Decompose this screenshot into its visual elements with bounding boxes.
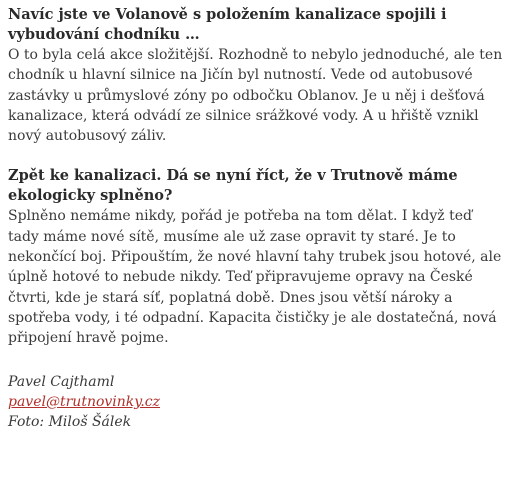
interview-answer-1: O to byla celá akce složitější. Rozhodně to nebylo jednoduché, ale ten chodník u hlavní silnice na Jičín byl nutností. Vede od autobusové zastávky u průmyslové zóny po odbočku Oblanov. Je u něj i dešťová kanalizace, která odvádí ze silnice srážkové vody. A u hřiště vznikl nový autobusový záliv. xyxy=(8,47,503,145)
paragraph-spacer xyxy=(8,146,504,166)
author-email-line xyxy=(8,392,504,412)
author-name: Pavel Cajthaml xyxy=(8,373,115,390)
interview-question-1: Navíc jste ve Volanově s položením kanalizace spojili i vybudování chodníku … xyxy=(8,6,447,43)
paragraph-spacer xyxy=(8,349,504,372)
author-email-link[interactable]: pavel@trutnovinky.cz xyxy=(8,393,160,410)
photo-credit: Foto: Miloš Šálek xyxy=(8,414,132,431)
interview-answer-2: Splněno nemáme nikdy, pořád je potřeba na tom dělat. I když teď tady máme nové sítě, musíme ale už zase opravit ty staré. Je to nekončící boj. Připouštím, že nové hlavní tahy trubek jsou hotové, ale úplně hotové to nebude nikdy. Teď připravujeme opravy na České čtvrti, kde je stará síť, poplatná době. Dnes jsou větší nároky a spotřeba vody, i té odpadní. Kapacita čističky je ale dostatečná, nová připojení hravě pojme. xyxy=(8,208,502,347)
article-body xyxy=(8,5,504,432)
interview-question-2: Zpět ke kanalizaci. Dá se nyní říct, že v Trutnově máme ekologicky splněno? xyxy=(8,167,458,205)
